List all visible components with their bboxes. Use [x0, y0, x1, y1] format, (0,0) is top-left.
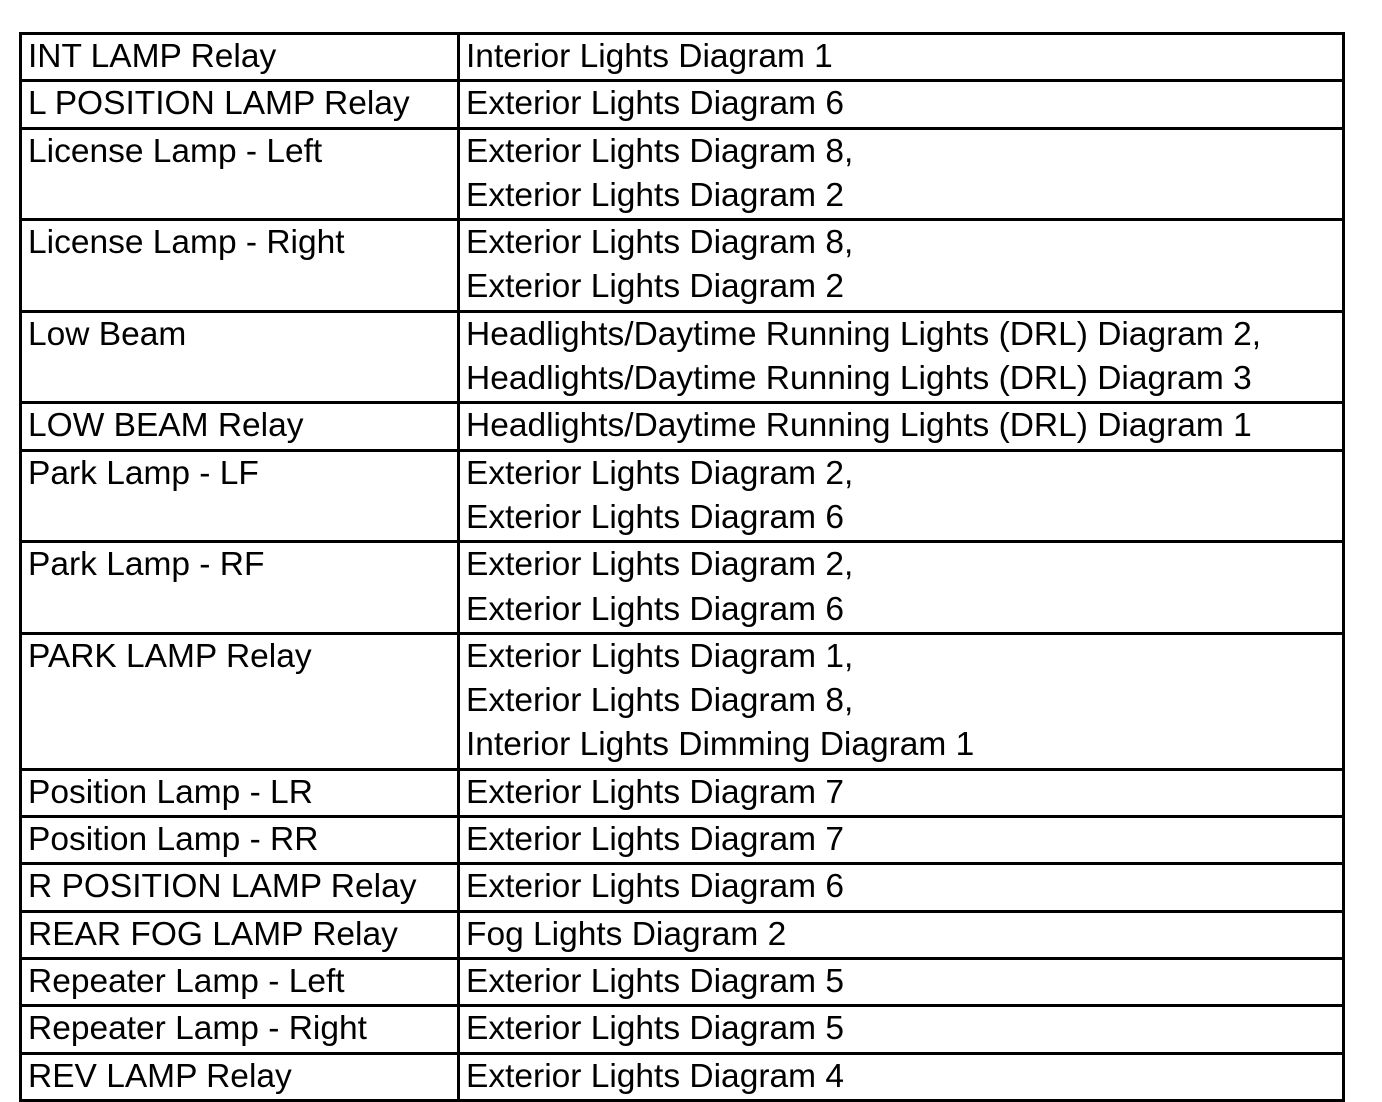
diagram-reference: Exterior Lights Diagram 5 [466, 1010, 844, 1048]
table-row [21, 34, 1344, 81]
diagram-reference: Headlights/Daytime Running Lights (DRL) Diagram 3 [466, 360, 1252, 398]
diagram-reference-cell [459, 34, 1344, 81]
component-cell: Repeater Lamp - Right [21, 1006, 459, 1053]
diagram-reference: Exterior Lights Diagram 6 [466, 85, 844, 123]
diagram-reference: Exterior Lights Diagram 7 [466, 773, 844, 811]
table-row [21, 81, 1344, 128]
component-cell: Park Lamp - RF [21, 542, 459, 634]
component-cell: LOW BEAM Relay [21, 403, 459, 450]
component-cell: REAR FOG LAMP Relay [21, 911, 459, 958]
component-cell: License Lamp - Right [21, 220, 459, 312]
component-cell: PARK LAMP Relay [21, 633, 459, 769]
diagram-reference-cell [459, 128, 1344, 220]
diagram-reference-cell [459, 542, 1344, 634]
component-cell: L POSITION LAMP Relay [21, 81, 459, 128]
diagram-reference-cell [459, 220, 1344, 312]
diagram-reference-cell [459, 769, 1344, 816]
diagram-reference-cell [459, 958, 1344, 1005]
table-row [21, 911, 1344, 958]
diagram-reference: Exterior Lights Diagram 7 [466, 821, 844, 859]
diagram-reference-cell [459, 1006, 1344, 1053]
diagram-reference-cell [459, 450, 1344, 542]
diagram-reference-cell [459, 311, 1344, 403]
diagram-reference: Interior Lights Dimming Diagram 1 [466, 726, 975, 764]
table-body [21, 34, 1344, 1101]
diagram-reference: Exterior Lights Diagram 2 [466, 268, 844, 306]
component-cell: Park Lamp - LF [21, 450, 459, 542]
diagram-reference: Exterior Lights Diagram 8, [466, 132, 854, 170]
table-row [21, 220, 1344, 312]
diagram-reference: Interior Lights Diagram 1 [466, 38, 833, 75]
diagram-reference: Exterior Lights Diagram 2, [466, 546, 854, 584]
table-row [21, 1053, 1344, 1100]
table-row [21, 817, 1344, 864]
diagram-reference: Exterior Lights Diagram 6 [466, 498, 844, 536]
table-row [21, 450, 1344, 542]
diagram-reference: Exterior Lights Diagram 5 [466, 962, 844, 1000]
diagram-reference: Exterior Lights Diagram 1, [466, 637, 854, 675]
table-row [21, 128, 1344, 220]
diagram-reference: Exterior Lights Diagram 8, [466, 682, 854, 720]
component-cell: Repeater Lamp - Left [21, 958, 459, 1005]
component-cell: INT LAMP Relay [21, 34, 459, 81]
table-row [21, 311, 1344, 403]
table-row [21, 864, 1344, 911]
diagram-reference: Exterior Lights Diagram 2 [466, 176, 844, 214]
diagram-reference-cell [459, 864, 1344, 911]
component-cell: License Lamp - Left [21, 128, 459, 220]
table-row [21, 958, 1344, 1005]
table-row [21, 403, 1344, 450]
table-row [21, 1006, 1344, 1053]
diagram-reference-cell [459, 633, 1344, 769]
component-cell: Low Beam [21, 311, 459, 403]
diagram-reference-cell [459, 403, 1344, 450]
diagram-reference: Headlights/Daytime Running Lights (DRL) Diagram 1 [466, 407, 1252, 445]
component-cell: R POSITION LAMP Relay [21, 864, 459, 911]
diagram-reference-cell [459, 911, 1344, 958]
diagram-reference: Exterior Lights Diagram 6 [466, 868, 844, 906]
diagram-reference: Exterior Lights Diagram 4 [466, 1057, 844, 1095]
table-row [21, 542, 1344, 634]
table-row [21, 633, 1344, 769]
component-cell: REV LAMP Relay [21, 1053, 459, 1100]
diagram-reference-cell [459, 81, 1344, 128]
diagram-reference-cell [459, 1053, 1344, 1100]
diagram-reference: Exterior Lights Diagram 8, [466, 224, 854, 262]
diagram-reference: Exterior Lights Diagram 6 [466, 590, 844, 628]
diagram-reference: Fog Lights Diagram 2 [466, 915, 787, 953]
component-cell: Position Lamp - RR [21, 817, 459, 864]
table-row [21, 769, 1344, 816]
component-index-table [19, 32, 1345, 1102]
diagram-reference: Exterior Lights Diagram 2, [466, 454, 854, 492]
diagram-reference: Headlights/Daytime Running Lights (DRL) Diagram 2, [466, 315, 1262, 353]
component-cell: Position Lamp - LR [21, 769, 459, 816]
diagram-reference-cell [459, 817, 1344, 864]
